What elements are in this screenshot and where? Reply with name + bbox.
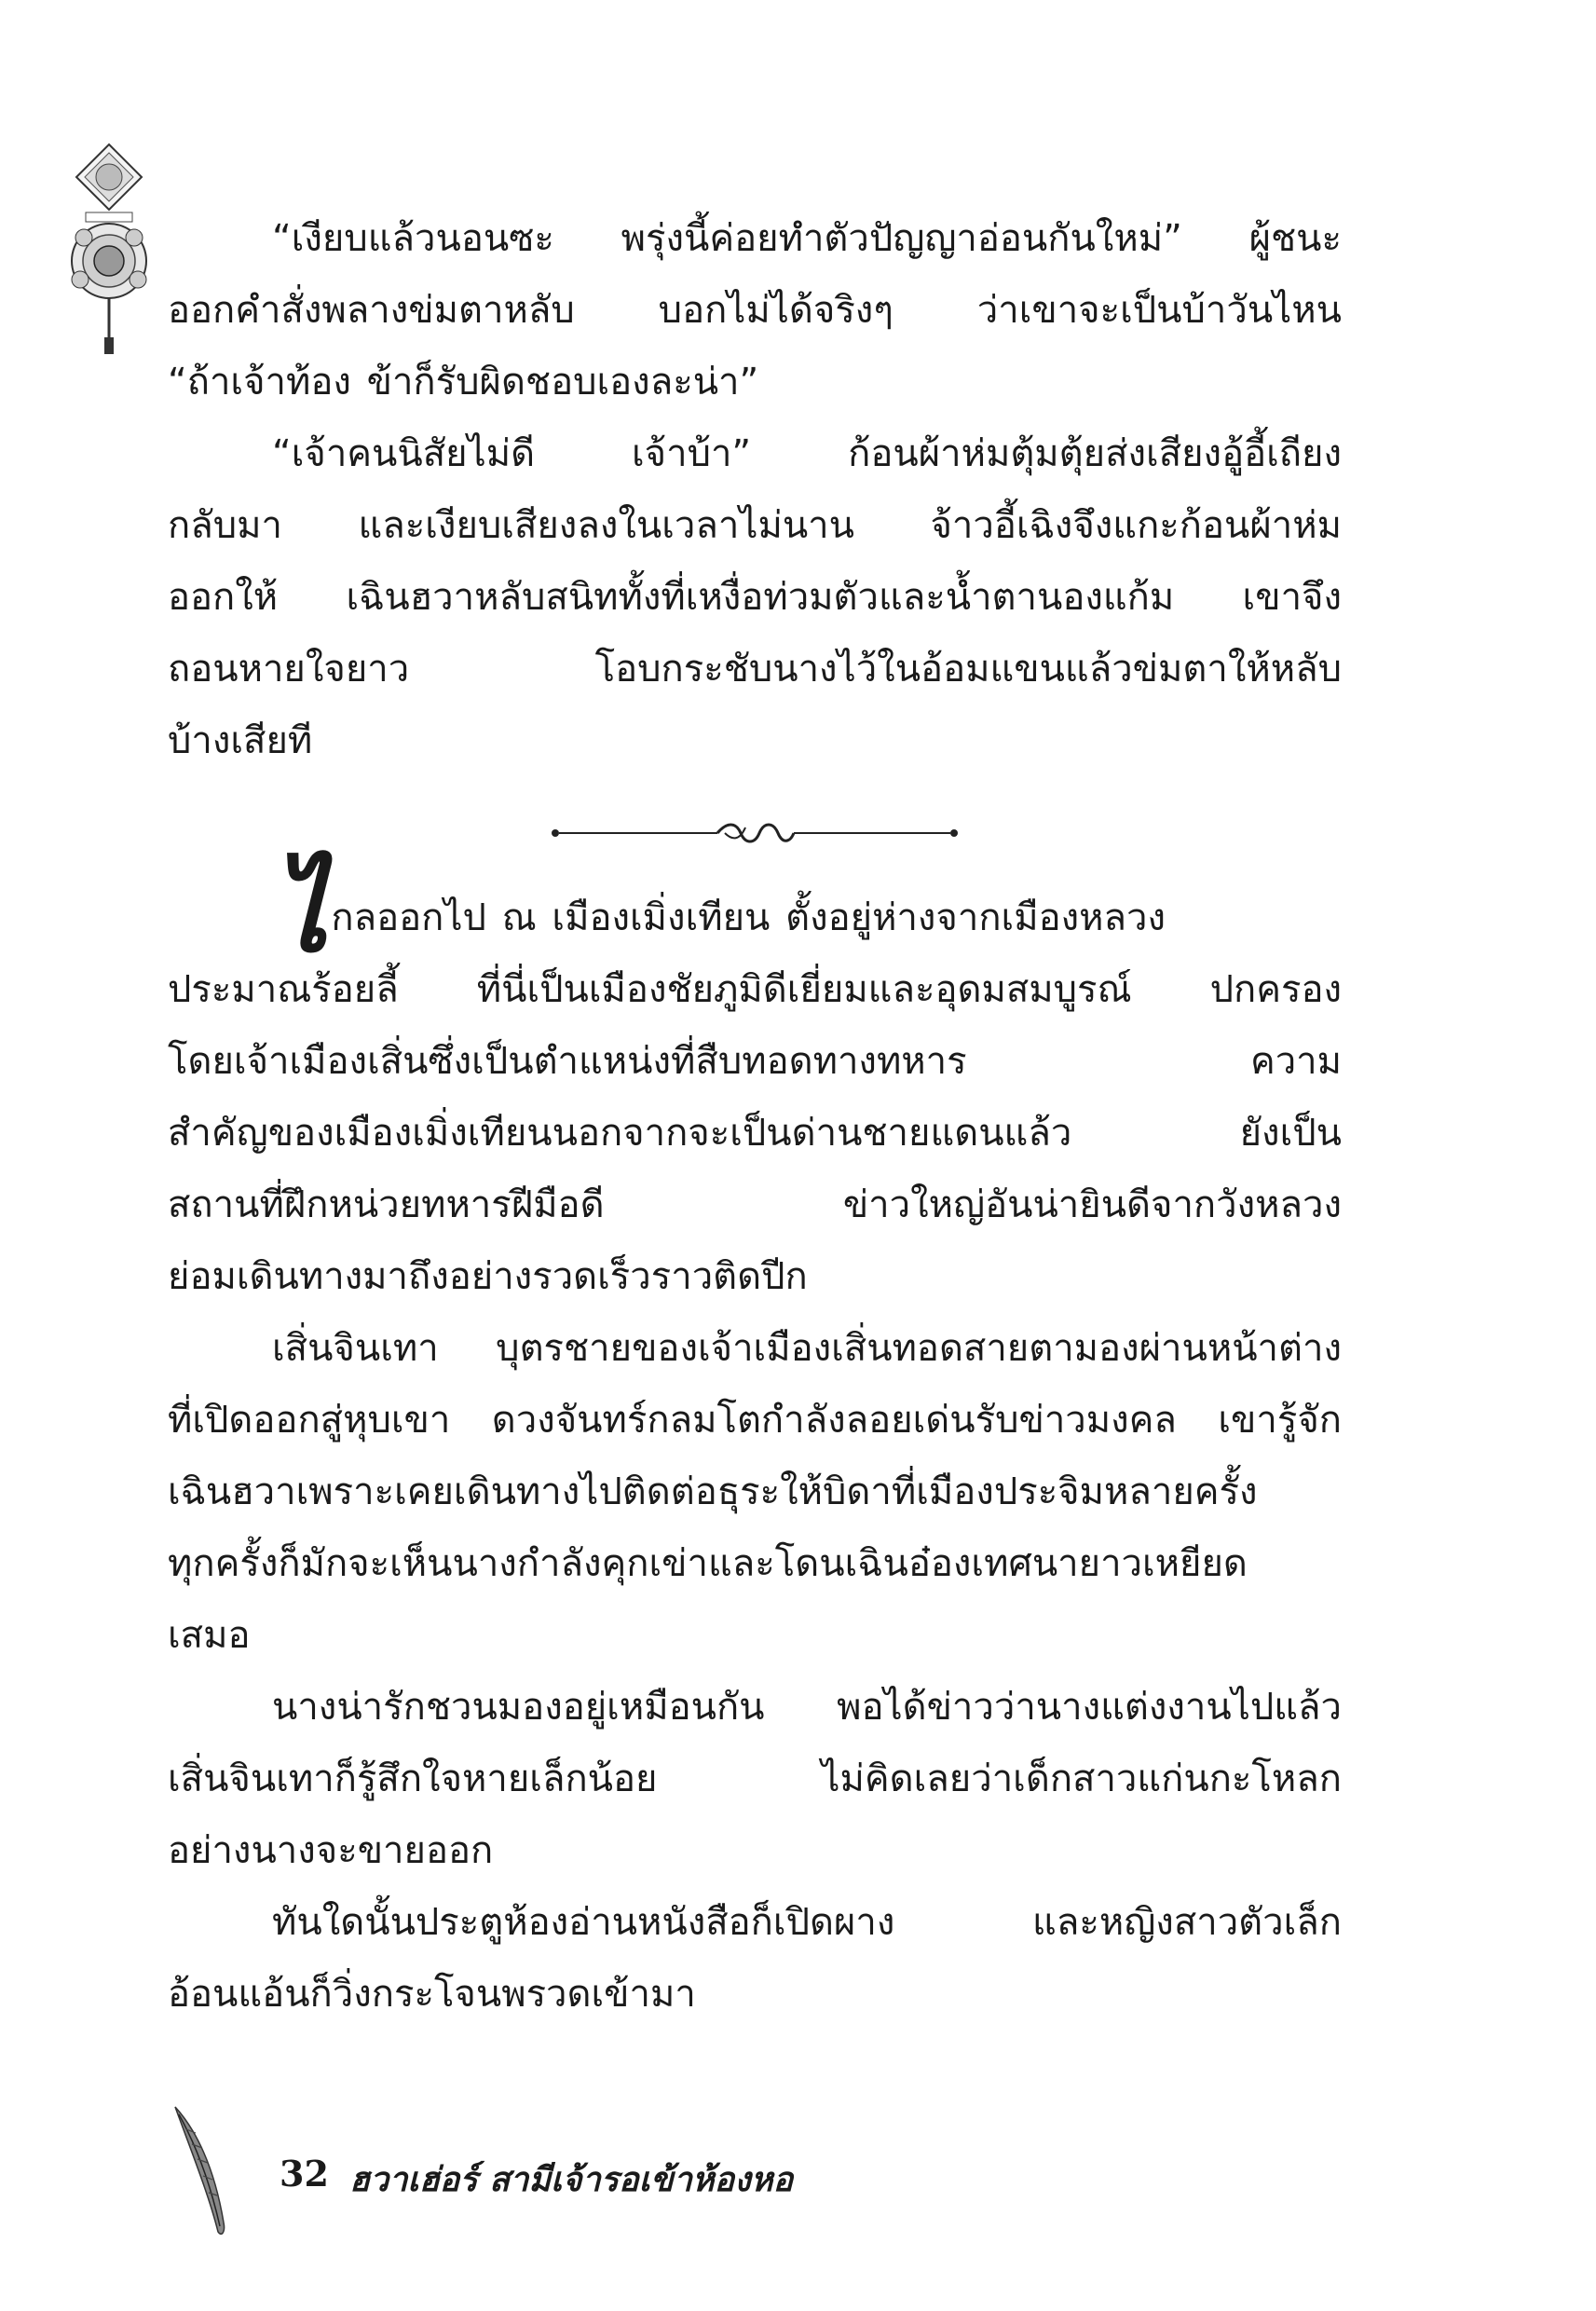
text-line: ทันใดนั้นประตูห้องอ่านหนังสือก็เปิดผาง และหญิงสาวตัวเล็ก (272, 1901, 1342, 1944)
text-line-rest: กลออกไป ณ เมืองเมิ่งเทียน ตั้งอยู่ห่างจากเมืองหลวง (331, 896, 1166, 939)
paragraph (168, 1672, 1342, 1887)
text-line: “เจ้าคนนิสัยไม่ดี เจ้าบ้า” ก้อนผ้าห่มตุ้มตุ้ยส่งเสียงอู้อี้เถียง (272, 432, 1342, 475)
paragraph (168, 1313, 1342, 1672)
text-line: “เงียบแล้วนอนซะ พรุ่งนี้ค่อยทำตัวปัญญาอ่อนกันใหม่” ผู้ชนะ (272, 217, 1342, 260)
text-line: ออกคำสั่งพลางข่มตาหลับ บอกไม่ได้จริงๆ ว่าเขาจะเป็นบ้าวันไหน (168, 289, 1342, 332)
ornament-icon (58, 140, 160, 363)
text-line: สถานที่ฝึกหน่วยทหารฝีมือดี ข่าวใหญ่อันน่ายินดีจากวังหลวง (168, 1183, 1342, 1226)
text-line: ถอนหายใจยาว โอบกระชับนางไว้ในอ้อมแขนแล้วข่มตาให้หลับ (168, 648, 1342, 691)
text-line: บ้างเสียที (168, 719, 313, 762)
text-line: ประมาณร้อยลี้ ที่นี่เป็นเมืองชัยภูมิดีเยี่ยมและอุดมสมบูรณ์ ปกครอง (168, 968, 1342, 1011)
text-line: เสมอ (168, 1614, 251, 1657)
book-title: ฮวาเฮ่อร์ สามีเจ้ารอเข้าห้องหอ (349, 2161, 794, 2199)
text-line: ทุกครั้งก็มักจะเห็นนางกำลังคุกเข่าและโดนเฉินอ๋องเทศนายาวเหยียด (168, 1542, 1248, 1585)
text-line: สำคัญของเมืองเมิ่งเทียนนอกจากจะเป็นด่านชายแดนแล้ว ยังเป็น (168, 1112, 1342, 1155)
paragraph (168, 1887, 1342, 2031)
text-line: โดยเจ้าเมืองเสิ่นซึ่งเป็นตำแหน่งที่สืบทอดทางทหาร ความ (168, 1040, 1342, 1083)
text-line: เฉินฮวาเพราะเคยเดินทางไปติดต่อธุระให้บิดาที่เมืองประจิมหลายครั้ง (168, 1470, 1258, 1513)
page-number: 32 (280, 2153, 329, 2195)
text-line: “ถ้าเจ้าท้อง ข้าก็รับผิดชอบเองละน่า” (168, 361, 759, 403)
text-line: อย่างนางจะขายออก (168, 1829, 494, 1872)
paragraph (168, 418, 1342, 777)
text-line: ออกให้ เฉินฮวาหลับสนิททั้งที่เหงื่อท่วมตัวและน้ำตานองแก้ม เขาจึง (168, 576, 1342, 619)
flourish-icon (550, 814, 960, 852)
text-line: อ้อนแอ้นก็วิ่งกระโจนพรวดเข้ามา (168, 1973, 696, 2016)
text-line: ย่อมเดินทางมาถึงอย่างรวดเร็วราวติดปีก (168, 1255, 808, 1298)
paragraph (168, 847, 1342, 1313)
quill-icon (168, 2101, 242, 2241)
text-line: ที่เปิดออกสู่หุบเขา ดวงจันทร์กลมโตกำลังลอยเด่นรับข่าวมงคล เขารู้จัก (168, 1399, 1342, 1442)
text-line (168, 847, 1342, 977)
body-text (168, 203, 1342, 2031)
text-line: นางน่ารักชวนมองอยู่เหมือนกัน พอได้ข่าวว่านางแต่งงานไปแล้ว (272, 1686, 1342, 1729)
text-line: กลับมา และเงียบเสียงลงในเวลาไม่นาน จ้าวอี้เฉิงจึงแกะก้อนผ้าห่ม (168, 504, 1342, 547)
drop-cap: ไ (272, 847, 328, 977)
section-divider (168, 796, 1342, 870)
text-line: เสิ่นจินเทาก็รู้สึกใจหายเล็กน้อย ไม่คิดเลยว่าเด็กสาวแก่นกะโหลก (168, 1757, 1342, 1800)
text-line: เสิ่นจินเทา บุตรชายของเจ้าเมืองเสิ่นทอดสายตามองผ่านหน้าต่าง (272, 1327, 1342, 1370)
paragraph (168, 203, 1342, 418)
